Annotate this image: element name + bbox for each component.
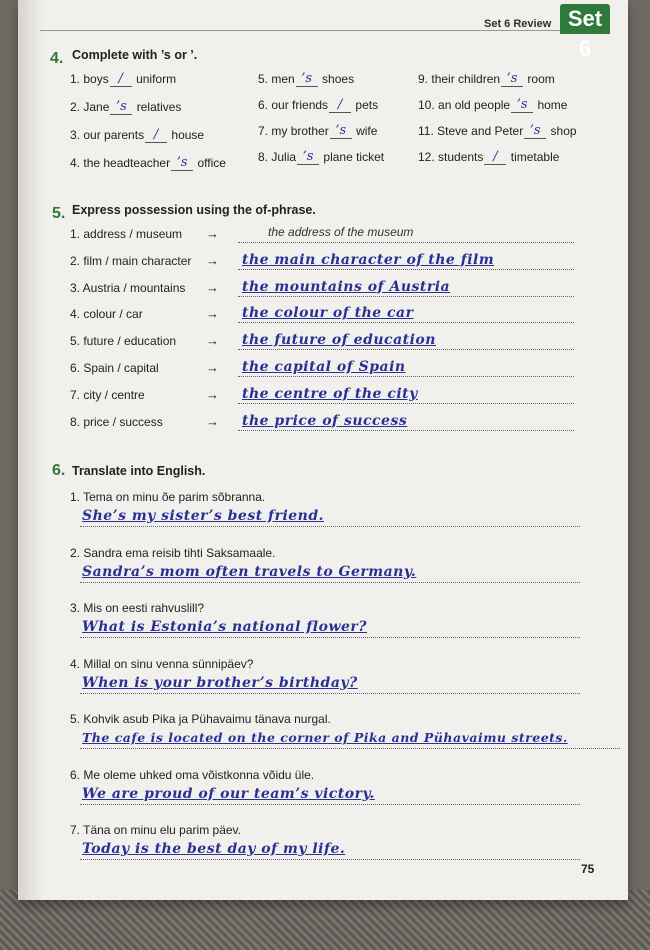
section-5-prompt: 5. future / education (70, 334, 177, 349)
page-spine-shadow (20, 0, 44, 900)
answer-line (80, 637, 580, 638)
section-5-prompt: 2. film / main character (70, 253, 192, 268)
answer-blank: / (329, 100, 351, 113)
section-5-prompt: 8. price / success (70, 414, 163, 429)
page-number: 75 (581, 862, 595, 876)
workbook-page (18, 0, 628, 900)
item-number: 12. (418, 150, 435, 164)
answer-blank: ’s (524, 126, 546, 139)
item-object: pets (355, 98, 379, 112)
section-5-prompt: 7. city / centre (70, 387, 145, 402)
section-5-prompt: 1. address / museum (70, 227, 183, 241)
handwritten-answer: the future of education (242, 332, 436, 349)
item-noun: Julia (271, 150, 297, 164)
answer-line (80, 693, 580, 694)
answer-line (80, 526, 580, 527)
section-6-number: 6. (52, 462, 66, 479)
item-object: home (537, 98, 568, 112)
item-number: 4. (70, 156, 81, 170)
section-5-prompt: 4. colour / car (70, 307, 143, 322)
item-number: 5. (258, 72, 269, 86)
handwritten-answer: Today is the best day of my life. (82, 841, 346, 857)
section-4-title: Complete with ’s or ’. (72, 48, 198, 62)
answer-blank: ’s (110, 102, 132, 115)
handwritten-answer: the centre of the city (242, 385, 418, 402)
handwritten-answer: the main character of the film (242, 251, 495, 268)
answer-blank: ’s (296, 74, 318, 87)
handwritten-answer: the price of success (242, 412, 408, 429)
item-noun: our friends (271, 98, 329, 112)
section-5-number: 5. (52, 205, 66, 222)
arrow-icon: → (206, 306, 219, 322)
item-number: 7. (258, 124, 269, 138)
item-object: wife (356, 124, 378, 138)
section-4-item (418, 150, 559, 165)
answer-line (238, 242, 574, 243)
item-object: timetable (510, 150, 560, 164)
answer-line (238, 349, 574, 350)
handwritten-answer: the capital of Spain (242, 359, 406, 375)
set-tab: Set 6 (560, 4, 610, 34)
answer-blank: / (110, 74, 132, 87)
section-6-prompt: 2. Sandra ema reisib tihti Saksamaale. (70, 545, 276, 560)
handwritten-answer: The cafe is located on the corner of Pika and Pühavaimu streets. (82, 730, 568, 745)
answer-line (238, 322, 574, 323)
item-noun: Jane (83, 100, 110, 114)
item-object: house (171, 128, 205, 142)
answer-blank: ’s (330, 126, 352, 139)
item-noun: the headteacher (83, 156, 171, 170)
section-5-title: Express possession using the of-phrase. (72, 203, 316, 217)
arrow-icon: → (206, 226, 219, 241)
item-noun: my brother (271, 124, 329, 138)
section-6-prompt: 4. Millal on sinu venna sünnipäev? (70, 656, 254, 671)
item-noun: their children (431, 72, 501, 86)
item-object: shop (550, 124, 577, 138)
arrow-icon: → (206, 386, 219, 402)
item-number: 9. (418, 72, 429, 86)
header-review-label: Set 6 Review (484, 18, 552, 30)
item-number: 11. (418, 124, 434, 138)
section-4-item (258, 98, 378, 113)
arrow-icon: → (206, 333, 219, 349)
section-4-item (418, 124, 577, 139)
arrow-icon: → (206, 252, 219, 268)
item-number: 3. (70, 128, 81, 142)
example-answer: the address of the museum (268, 225, 414, 239)
section-4-item (70, 72, 176, 87)
answer-line (238, 430, 574, 431)
answer-blank: ’s (511, 100, 533, 113)
answer-line (80, 748, 620, 749)
item-object: plane ticket (323, 150, 385, 164)
handwritten-answer: the colour of the car (242, 305, 414, 322)
answer-line (80, 859, 580, 860)
section-5-prompt: 6. Spain / capital (70, 361, 159, 375)
section-4-item (258, 150, 384, 165)
section-4-item (258, 124, 377, 139)
section-6-prompt: 3. Mis on eesti rahvuslill? (70, 601, 205, 615)
answer-blank: ’s (501, 74, 523, 87)
item-object: uniform (136, 72, 177, 86)
section-4-item (418, 72, 555, 87)
section-4-item (70, 156, 226, 171)
handwritten-answer: the mountains of Austria (242, 278, 451, 295)
section-6-prompt: 5. Kohvik asub Pika ja Pühavaimu tänava nurgal. (70, 712, 331, 726)
section-6-title: Translate into English. (72, 464, 206, 478)
item-noun: boys (83, 72, 109, 86)
item-noun: an old people (438, 98, 511, 112)
section-4-number: 4. (50, 50, 64, 67)
answer-line (80, 582, 580, 583)
section-6-prompt: 1. Tema on minu õe parim sõbranna. (70, 490, 266, 504)
item-object: office (197, 156, 226, 170)
item-noun: men (271, 72, 295, 86)
handwritten-answer: We are proud of our team’s victory. (82, 785, 375, 802)
item-object: room (527, 72, 555, 86)
answer-blank: ’s (297, 152, 319, 165)
arrow-icon: → (206, 279, 219, 295)
item-number: 6. (258, 98, 269, 112)
section-4-item (258, 72, 354, 87)
item-number: 8. (258, 150, 269, 164)
answer-blank: ’s (171, 158, 193, 171)
item-number: 10. (418, 98, 435, 112)
item-noun: our parents (83, 128, 145, 142)
arrow-icon: → (206, 360, 219, 375)
answer-blank: / (484, 152, 506, 165)
section-4-item (418, 98, 567, 113)
section-4-item (70, 128, 204, 143)
item-noun: students (438, 150, 484, 164)
answer-line (238, 376, 574, 377)
answer-line (238, 269, 574, 270)
section-6-prompt: 6. Me oleme uhked oma võistkonna võidu üle. (70, 767, 315, 782)
handwritten-answer: What is Estonia’s national flower? (82, 619, 367, 635)
item-number: 2. (70, 100, 81, 114)
arrow-icon: → (206, 413, 219, 429)
answer-line (238, 296, 574, 297)
section-4-item (70, 100, 181, 115)
answer-blank: / (145, 130, 167, 143)
item-object: shoes (322, 72, 355, 86)
item-object: relatives (136, 100, 182, 114)
section-6-prompt: 7. Täna on minu elu parim päev. (70, 823, 241, 837)
header-rule (40, 30, 588, 31)
item-number: 1. (70, 72, 81, 86)
handwritten-answer: She’s my sister’s best friend. (82, 508, 325, 524)
section-5-prompt: 3. Austria / mountains (70, 280, 186, 295)
item-noun: Steve and Peter (437, 124, 524, 138)
handwritten-answer: Sandra’s mom often travels to Germany. (82, 563, 417, 580)
answer-line (80, 804, 580, 805)
handwritten-answer: When is your brother’s birthday? (82, 674, 358, 691)
answer-line (238, 403, 574, 404)
